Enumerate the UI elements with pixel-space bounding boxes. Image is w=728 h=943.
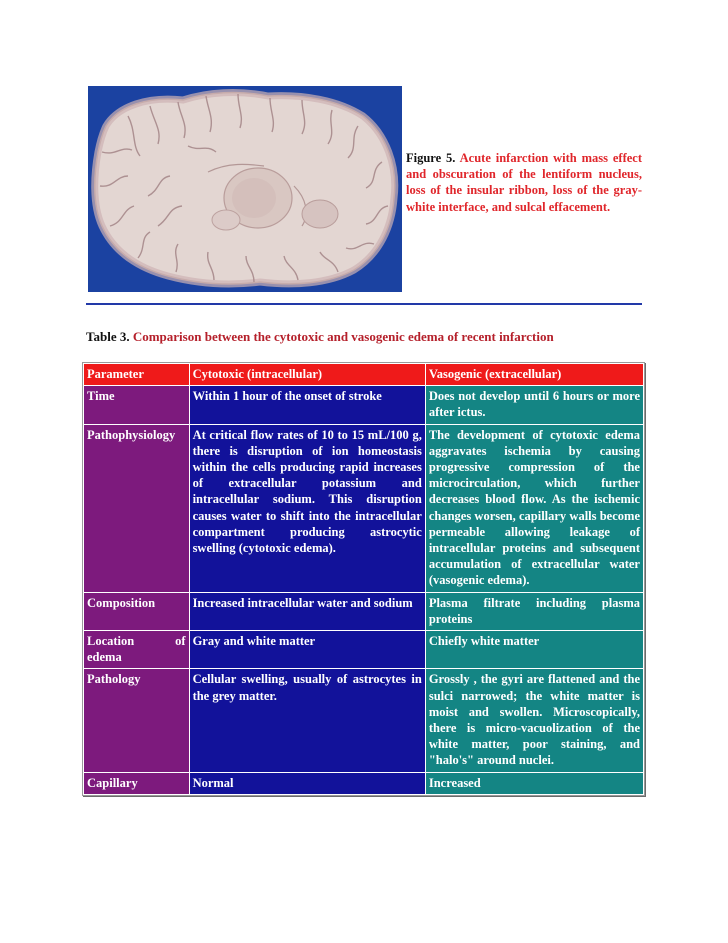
table-row (84, 593, 643, 630)
header-cytotoxic: Cytotoxic (intracellular) (190, 364, 425, 385)
row-cytotoxic-cell: Within 1 hour of the onset of stroke (190, 386, 425, 423)
header-parameter: Parameter (84, 364, 189, 385)
row-cytotoxic-cell: At critical flow rates of 10 to 15 mL/100 g, there is disruption of ion homeostasis within the cells producing rapid increases of extracellular potassium and intracellular sodium. This disruption causes water to shift into the intracellular compartment producing astrocytic swelling (cytotoxic edema). (190, 425, 425, 592)
header-vasogenic: Vasogenic (extracellular) (426, 364, 643, 385)
horizontal-divider (86, 303, 642, 305)
row-cytotoxic-cell: Normal (190, 773, 425, 794)
table-row (84, 773, 643, 794)
brain-specimen-photo (88, 86, 402, 292)
table-header-row (84, 364, 643, 385)
row-vasogenic-cell: Chiefly white matter (426, 631, 643, 668)
table-row (84, 425, 643, 592)
table-row (84, 669, 643, 771)
table-row (84, 631, 643, 668)
row-parameter-cell: Pathology (84, 669, 189, 771)
row-parameter-cell: Composition (84, 593, 189, 630)
row-parameter-cell: Capillary (84, 773, 189, 794)
row-vasogenic-cell: Increased (426, 773, 643, 794)
figure-caption-text: Acute infarction with mass effect and obscuration of the lentiform nucleus, loss of the insular ribbon, loss of the gray-white interface, and sulcal effacement. (406, 151, 643, 214)
row-parameter-cell: Pathophysiology (84, 425, 189, 592)
table-title-text: Comparison between the cytotoxic and vasogenic edema of recent infarction (132, 329, 554, 344)
row-vasogenic-cell: Grossly , the gyri are flattened and the sulci narrowed; the white matter is moist and swollen. Microscopically, there is micro-vacuolization of the white matter, poor staining, and "halo's" around nuclei. (426, 669, 643, 771)
table-title (86, 329, 554, 345)
table-row (84, 386, 643, 423)
row-parameter-cell: Time (84, 386, 189, 423)
row-cytotoxic-cell: Increased intracellular water and sodium (190, 593, 425, 630)
row-vasogenic-cell: Does not develop until 6 hours or more after ictus. (426, 386, 643, 423)
row-cytotoxic-cell: Cellular swelling, usually of astrocytes in the grey matter. (190, 669, 425, 771)
edema-comparison-table (82, 362, 645, 796)
table-label: Table 3. (86, 329, 130, 344)
figure-caption (406, 150, 642, 215)
row-vasogenic-cell: Plasma filtrate including plasma proteins (426, 593, 643, 630)
figure-label: Figure 5. (406, 151, 456, 165)
row-parameter-cell: Location of edema (84, 631, 189, 668)
row-vasogenic-cell: The development of cytotoxic edema aggravates ischemia by causing progressive compression of the microcirculation, which further decreases blood flow. As the ischemic changes worsen, capillary walls become permeable allowing leakage of intracellular proteins and subsequent accumulation of extracellular water (vasogenic edema). (426, 425, 643, 592)
brain-slice-image (88, 86, 402, 292)
row-cytotoxic-cell: Gray and white matter (190, 631, 425, 668)
